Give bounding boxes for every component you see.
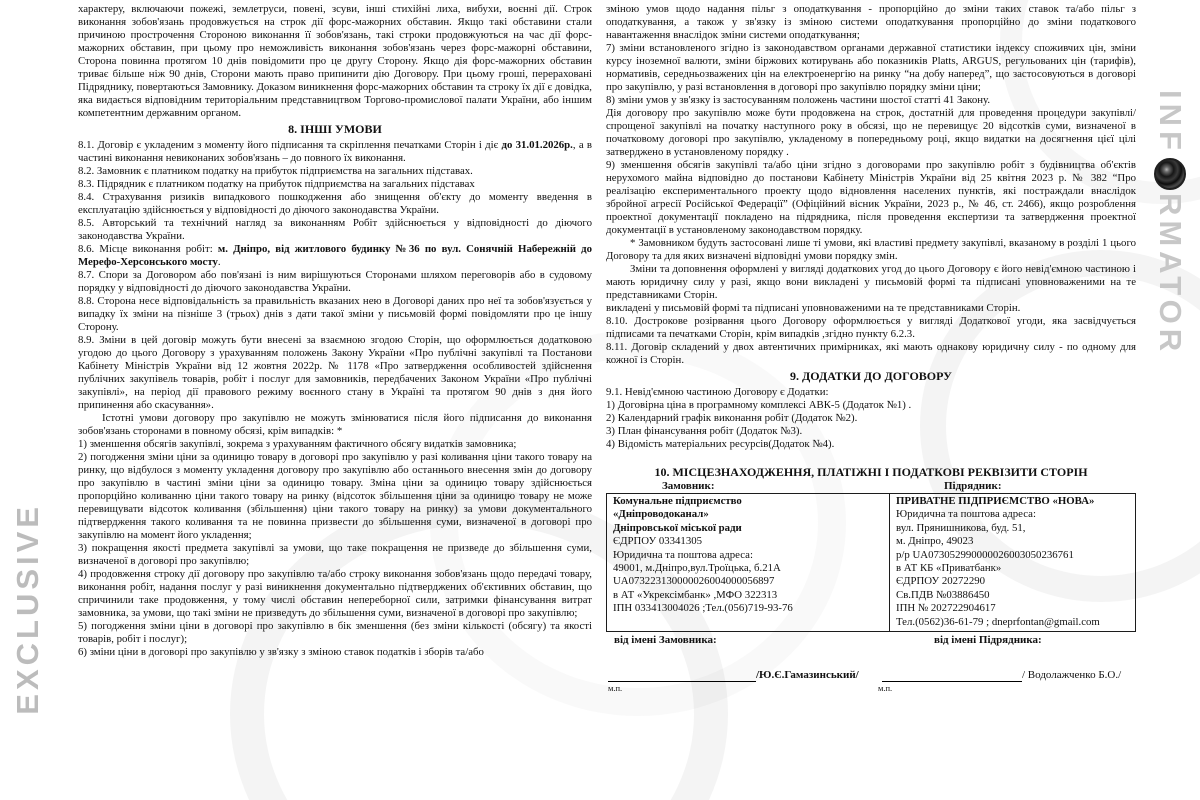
seal-row bbox=[606, 683, 1136, 693]
text-segment: 8.8. Сторона несе відповідальність за правильність вказаних нею в Договорі даних про неї та зобов'язується у випадку їх зміни на пізніше 3 (трьох) днів з дати такої зміни у письмовій формі повідомляти про це іншу Сторону. bbox=[78, 295, 592, 333]
paragraph bbox=[606, 425, 1136, 438]
section-heading bbox=[78, 122, 592, 137]
paragraph bbox=[606, 315, 1136, 341]
customer-signature bbox=[606, 669, 878, 682]
paragraph bbox=[78, 178, 592, 191]
paragraph bbox=[606, 42, 1136, 94]
text-segment: 2) погодження зміни ціни за одиницю товару в договорі про закупівлю у разі коливання ціни такого товару на ринку, що відбулося з моменту укладення договору про закупівлю або останнього внесення змін до договору про закупівлю в частині зміни ціни за одиницю товару. Зміна ціни за одиницю товару здійснюється пропорційно коливанню ціни такого товару на ринку (відсоток збільшення ціни за одиницю товару не може перевищувати відсоток коливання (збільшення) ціни такого товару на ринку) за умови документального підтвердження такого коливання та не повинна призвести до збільшення суми, визначеної в договорі про закупівлю на момент його укладення; bbox=[78, 451, 592, 541]
requisite-line: м. Дніпро, 49023 bbox=[896, 535, 974, 548]
requisite-line: вул. Прянишникова, буд. 51, bbox=[896, 521, 1026, 534]
requisite-line: р/р UA073052990000026003050236761 bbox=[896, 548, 1074, 561]
text-segment: 5) погодження зміни ціни в договорі про закупівлю в бік зменшення (без зміни кількості (обсягу) та якості товарів, робіт і послуг); bbox=[78, 620, 592, 645]
contractor-requisites-cell bbox=[890, 494, 1136, 632]
requisite-line: Комунальне підприємство bbox=[613, 495, 742, 507]
text-segment: 8.2. Замовник є платником податку на прибуток підприємства на загальних підставах. bbox=[78, 165, 473, 177]
text-segment: 1) Договірна ціна в програмному комплексі АВК-5 (Додаток №1) . bbox=[606, 399, 912, 411]
text-segment: Зміни та доповнення оформлені у вигляді додаткових угод до цього Договору є його невід'ємною частиною і мають юридичну силу у разі, якщо вони викладені у письмовій формі та підписані уповноваженими на те представниками Сторін. bbox=[606, 263, 1136, 301]
text-segment: 9) зменшення обсягів закупівлі та/або ціни згідно з договорами про закупівлю робіт з будівництва об'єктів нерухомого майна відповідно до постанови Кабінету Міністрів України від 25 квітня 2023 р. № 382 “Про реалізацію експериментального проекту щодо відновлення населених пунктів, які постраждали внаслідок збройної агресії Російської Федерації” (Офіційний вісник України, 2023 р., № 46, ст. 2466), якщо розроблення проектної документації покладено на підрядника, після проведення експертизи та затвердження проектної документації в установленому законодавством порядку. bbox=[606, 159, 1136, 236]
paragraph bbox=[606, 263, 1136, 302]
signature-row bbox=[606, 669, 1136, 682]
paragraph bbox=[78, 191, 592, 217]
requisite-line: UA073223130000026004000056897 bbox=[613, 575, 775, 588]
text-segment: 8.5. Авторський та технічний нагляд за виконанням Робіт здійснюється у відповідності до діючого законодавства України. bbox=[78, 217, 592, 242]
text-segment: 9.1. Невід'ємною частиною Договору є Додатки: bbox=[606, 386, 829, 398]
paragraph bbox=[78, 438, 592, 451]
text-segment: зміною умов щодо надання пільг з оподаткування - пропорційно до зміни таких ставок та/або пільг з оподаткування, а також у зв'язку із зміною системи оподаткування пропорційно до зміни податкового навантаження внаслідок зміни системи оподаткування; bbox=[606, 3, 1136, 41]
text-segment: 8.11. Договір складений у двох автентичних примірниках, які мають однакову юридичну силу - по одному для кожної із Сторін. bbox=[606, 341, 1136, 366]
contractor-signature-label: від імені Підрядника: bbox=[934, 634, 1042, 647]
signature-labels bbox=[606, 634, 1136, 647]
text-segment: 8.3. Підрядник є платником податку на прибуток підприємства на загальних підставах bbox=[78, 178, 475, 190]
paragraph bbox=[606, 159, 1136, 237]
text-segment: м. Дніпро, від житлового будинку №36 по вул. Сонячній Набережній до Мерефо-Херсонського мосту bbox=[78, 243, 592, 268]
table-row bbox=[607, 494, 1136, 632]
paragraph bbox=[78, 243, 592, 269]
informator-watermark-text-after: RMATOR bbox=[1153, 192, 1188, 357]
requisites-table bbox=[606, 493, 1136, 632]
text-segment: 8.1. Договір є укладеним з моменту його підписання та скріплення печатками Сторін і діє bbox=[78, 139, 502, 151]
requisite-line: «Дніпроводоканал» bbox=[613, 508, 709, 521]
customer-title: Замовник: bbox=[662, 480, 715, 492]
customer-signatory-name: /Ю.Є.Гамазинський/ bbox=[756, 669, 859, 682]
text-segment: до 31.01.2026р. bbox=[501, 139, 573, 151]
paragraph bbox=[78, 3, 592, 120]
contractor-signatory-name: / Водолажченко Б.О./ bbox=[1022, 669, 1122, 682]
paragraph bbox=[78, 217, 592, 243]
paragraph bbox=[78, 620, 592, 646]
requisites-heading: 10. МІСЦЕЗНАХОДЖЕННЯ, ПЛАТІЖНІ І ПОДАТКОВІ РЕКВІЗИТИ СТОРІН bbox=[654, 465, 1088, 479]
requisite-line: ПРИВАТНЕ ПІДПРИЄМСТВО «НОВА» bbox=[896, 495, 1095, 507]
text-segment: 8. ІНШІ УМОВИ bbox=[288, 122, 382, 136]
text-segment: 1) зменшення обсягів закупівлі, зокрема з урахуванням фактичного обсягу видатків замовника; bbox=[78, 438, 517, 450]
text-segment: 2) Календарний графік виконання робіт (Додаток №2). bbox=[606, 412, 858, 424]
section-heading bbox=[606, 369, 1136, 384]
contractor-signature-line bbox=[882, 669, 1022, 682]
paragraph bbox=[78, 568, 592, 620]
requisite-line: Юридична та поштова адреса: bbox=[896, 508, 1036, 521]
text-segment: 6) зміни ціни в договорі про закупівлю у зв'язку з зміною ставок податків і зборів та/або bbox=[78, 646, 484, 658]
text-segment: 7) зміни встановленого згідно із законодавством органами державної статистики індексу споживчих цін, зміни курсу іноземної валюти, зміни біржових котирувань або показників Platts, ARGUS, регульованих цін (тарифів), нормативів, середньозважених цін на електроенергію на ринку “на добу наперед”, що застосовуються в договорі про закупівлю, у разі встановлення в договорі про закупівлю порядку зміни ціни; bbox=[606, 42, 1136, 93]
customer-seal-mark: м.п. bbox=[608, 683, 623, 694]
text-segment: 3) покращення якості предмета закупівлі за умови, що таке покращення не призведе до збільшення суми, визначеної в договорі про закупівлю; bbox=[78, 542, 592, 567]
text-segment: викладені у письмовій формі та підписані уповноваженими на те представниками Сторін. bbox=[606, 302, 1021, 314]
paragraph bbox=[606, 94, 1136, 107]
requisite-line: Юридична та поштова адреса: bbox=[613, 548, 753, 561]
text-segment: 4) продовження строку дії договору про закупівлю та/або строку виконання зобов'язань щодо передачі товару, виконання робіт, надання послуг у разі виникнення документально підтверджених об'єктивних обставин, що спричинили таке продовження, у тому числі обставин непереборної сили, затримки фінансування витрат замовника, за умови, що такі зміни не призведуть до збільшення суми, визначеної в договорі про закупівлю; bbox=[78, 568, 592, 619]
requisite-line: 49001, м.Дніпро,вул.Троїцька, б.21А bbox=[613, 562, 781, 575]
requisite-line: Св.ПДВ №03886450 bbox=[896, 588, 990, 601]
requisite-line: ЄДРПОУ 03341305 bbox=[613, 535, 703, 548]
requisite-line: ІПН № 202722904617 bbox=[896, 602, 996, 615]
text-segment: 4) Відомість матеріальних ресурсів(Додаток №4). bbox=[606, 438, 835, 450]
paragraph bbox=[78, 646, 592, 659]
text-segment: , а в частині виконання невиконаних зобов'язань – до повного їх виконання. bbox=[78, 139, 592, 164]
text-segment: 8) зміни умов у зв'язку із застосуванням положень частини шостої статті 41 Закону. bbox=[606, 94, 991, 106]
paragraph bbox=[606, 3, 1136, 42]
paragraph bbox=[606, 341, 1136, 367]
paragraph bbox=[606, 237, 1136, 263]
text-segment: характеру, включаючи пожежі, землетруси, повені, зсуви, інші стихійні лиха, вибухи, воєнні дії. Строк виконання зобов'язань продовжується на строк дії форс-мажорних обставин. Якщо такі обставини стали причиною прострочення Стороною виконання її зобов'язань, такі строки продовжуються на час дії форс-мажорних обставин, при цьому про неможливість виконання зобов'язань через форс-мажорні обставини, Сторона повинна протягом 10 днів повідомити про це другу Сторону. Якщо дія форс-мажорних обставин триває більше ніж 90 днів, Сторони мають право припинити дію Договору. При цьому гроші, перераховані Підряднику, повертаються Замовнику. Доказом виникнення форс-мажорних обставин та строку їх дії є довідка, яка видається відповідним територіальним представництвом Торгово-промислової палати України, або іншим компетентним державним органом. bbox=[78, 3, 592, 119]
paragraph bbox=[606, 412, 1136, 425]
left-column bbox=[78, 3, 592, 693]
paragraph bbox=[78, 139, 592, 165]
text-segment: 8.4. Страхування ризиків випадкового пошкодження або знищення об'єкту до моменту введення в експлуатацію здійснюється у відповідності до діючого законодавства України. bbox=[78, 191, 592, 216]
customer-signature-label: від імені Замовника: bbox=[614, 634, 717, 647]
contractor-signature bbox=[878, 669, 1136, 682]
requisite-line: в АТ КБ «Приватбанк» bbox=[896, 562, 1002, 575]
text-segment: . bbox=[217, 256, 221, 268]
exclusive-watermark: EXCLUSIVE bbox=[10, 503, 45, 715]
requisite-line: Дніпровської міської ради bbox=[613, 521, 742, 534]
requisite-line: Тел.(0562)36-61-79 ; dneprfontan@gmail.com bbox=[896, 615, 1100, 628]
paragraph bbox=[78, 269, 592, 295]
customer-requisites-cell bbox=[607, 494, 890, 632]
requisite-line: в АТ «Укрексімбанк» ,МФО 322313 bbox=[613, 588, 778, 601]
contractor-seal-mark: м.п. bbox=[878, 683, 893, 694]
paragraph bbox=[78, 451, 592, 542]
text-segment: Дія договору про закупівлю може бути продовжена на строк, достатній для проведення процедури закупівлі/спрощеної закупівлі на початку наступного року в обсязі, що не перевищує 20 відсотків суми, визначеної в початковому договорі про закупівлю, укладеному в попередньому році, якщо видатки на досягнення цієї цілі затверджено в установленому порядку . bbox=[606, 107, 1136, 158]
contractor-title: Підрядник: bbox=[944, 480, 1002, 492]
text-segment: 8.10. Дострокове розірвання цього Договору оформлюється у вигляді Додаткової угоди, яка засвідчується підписами та печатками Сторін, крім випадків ,згідно пункту 6.2.3. bbox=[606, 315, 1136, 340]
paragraph bbox=[606, 438, 1136, 451]
text-segment: 8.7. Спори за Договором або пов'язані із ним вирішуються Сторонами шляхом переговорів або в судовому порядку у відповідності до діючого законодавства України. bbox=[78, 269, 592, 294]
paragraph bbox=[606, 399, 1136, 412]
paragraph bbox=[78, 165, 592, 178]
text-segment: Істотні умови договору про закупівлю не можуть змінюватися після його підписання до виконання зобов'язань сторонами в повному обсязі, крім випадків: * bbox=[78, 412, 592, 437]
text-segment: 3) План фінансування робіт (Додаток №3). bbox=[606, 425, 803, 437]
customer-signature-line bbox=[608, 669, 756, 682]
informator-watermark bbox=[1154, 90, 1186, 356]
paragraph bbox=[78, 295, 592, 334]
text-segment: 8.6. Місце виконання робіт: bbox=[78, 243, 218, 255]
paragraph bbox=[78, 542, 592, 568]
paragraph bbox=[606, 302, 1136, 315]
paragraph bbox=[78, 334, 592, 412]
camera-lens-icon bbox=[1154, 158, 1186, 190]
requisite-line: ЄДРПОУ 20272290 bbox=[896, 575, 986, 588]
right-column bbox=[606, 3, 1136, 693]
paragraph bbox=[78, 412, 592, 438]
requisite-line: ІПН 033413004026 ;Тел.(056)719-93-76 bbox=[613, 602, 793, 615]
paragraph bbox=[606, 386, 1136, 399]
text-segment: 9. ДОДАТКИ ДО ДОГОВОРУ bbox=[790, 369, 952, 383]
text-segment: 8.9. Зміни в цей договір можуть бути внесені за взаємною згодою Сторін, що оформлюється додатковою угодою до цього Договору з урахуванням положень Закону України «Про публічні закупівлі та Постанови Кабінету Міністрів України від 12 жовтня 2022р. № 1178 «Про затвердження особливостей здійснення публічних закупівель товарів, робіт і послуг для замовників, передбачених Законом України «Про публічні закупівлі», на період дії правового режиму воєнного стану в Україні та протягом 90 днів з дня його припинення або скасування». bbox=[78, 334, 592, 411]
requisites-party-titles bbox=[606, 479, 1136, 493]
paragraph bbox=[606, 107, 1136, 159]
informator-watermark-text-before: INF bbox=[1153, 90, 1188, 155]
text-segment: * Замовником будуть застосовані лише ті умови, які властиві предмету закупівлі, вказаному в розділі 1 цього Договору та для яких визначені відповідні умови порядку змін. bbox=[606, 237, 1136, 262]
right-column-text bbox=[606, 3, 1136, 451]
